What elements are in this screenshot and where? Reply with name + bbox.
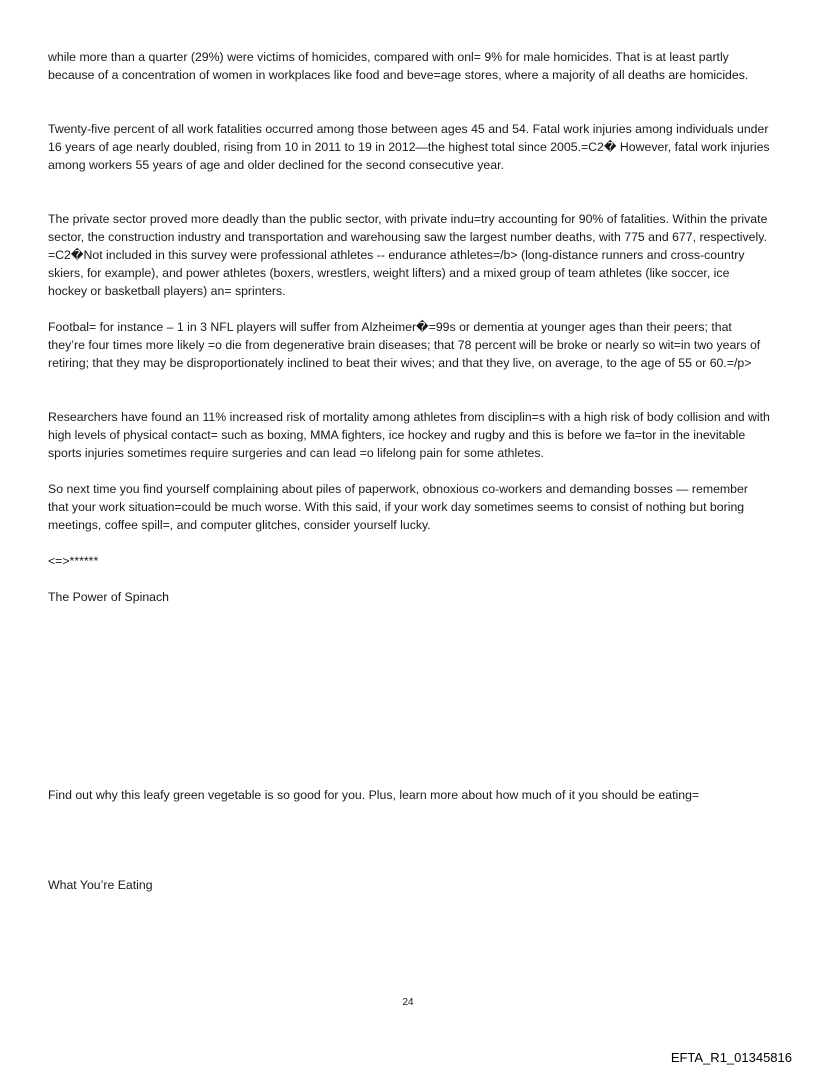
paragraph-private-sector: The private sector proved more deadly than the public sector, with private indu=try accounting for 90% of fatalities. Within the private sector, the construction industry and transportation and warehousing saw the largest number deaths, with 775 and 677, respectively. =C2�Not included in this survey were professional athletes -- endurance athletes=/b> (long-distance runners and cross-country skiers, for example), and power athletes (boxers, wrestlers, weight lifters) and a mixed group of team athletes (like soccer, ice hockey or basketball players) an= sprinters. [48, 212, 768, 298]
document-id: EFTA_R1_01345816 [670, 1050, 792, 1065]
page-number: 24 [402, 997, 414, 1008]
paragraph-spinach: Find out why this leafy green vegetable is so good for you. Plus, learn more about how much of it you should be eating= [48, 788, 700, 802]
paragraph-football: Footbal= for instance – 1 in 3 NFL players will suffer from Alzheimer�=99s or dementia at younger ages than their peers; that they’re four times more likely =o die from degenerative brain diseases; that 78 percent will be broke or nearly so wit=in two years of retiring; that they may be disproportionately inclined to beat their wives; and that they live, on average, to the age of 55 or 60.=/p> [48, 320, 761, 370]
paragraph-conclusion: So next time you find yourself complaining about piles of paperwork, obnoxious co-workers and demanding bosses — remember that your work situation=could be much worse. With this said, if your work day sometimes seems to consist of nothing but boring meetings, coffee spill=, and computer glitches, consider yourself lucky. [48, 482, 748, 532]
heading-power-of-spinach: The Power of Spinach [48, 590, 169, 604]
paragraph-homicides: while more than a quarter (29%) were victims of homicides, compared with onl= 9% for male homicides. That is at least partly because of a concentration of women in workplaces like food and beve=age stores, where a majority of all deaths are homicides. [48, 50, 749, 82]
paragraph-age-fatalities: Twenty-five percent of all work fatalities occurred among those between ages 45 and 54. Fatal work injuries among individuals under 16 years of age nearly doubled, rising from 10 in 2011 to 19 in 2012—the highest total since 2005.=C2� However, fatal work injuries among workers 55 years of age and older declined for the second consecutive year. [48, 122, 770, 172]
section-separator: <=>****** [48, 554, 99, 568]
heading-what-youre-eating: What You’re Eating [48, 878, 153, 892]
paragraph-researchers: Researchers have found an 11% increased risk of mortality among athletes from disciplin=s with a high risk of body collision and with high levels of physical contact= such as boxing, MMA fighters, ice hockey and rugby and this is before we fa=tor in the inevitable sports injuries sometimes require surgeries and can lead =o lifelong pain for some athletes. [48, 410, 770, 460]
